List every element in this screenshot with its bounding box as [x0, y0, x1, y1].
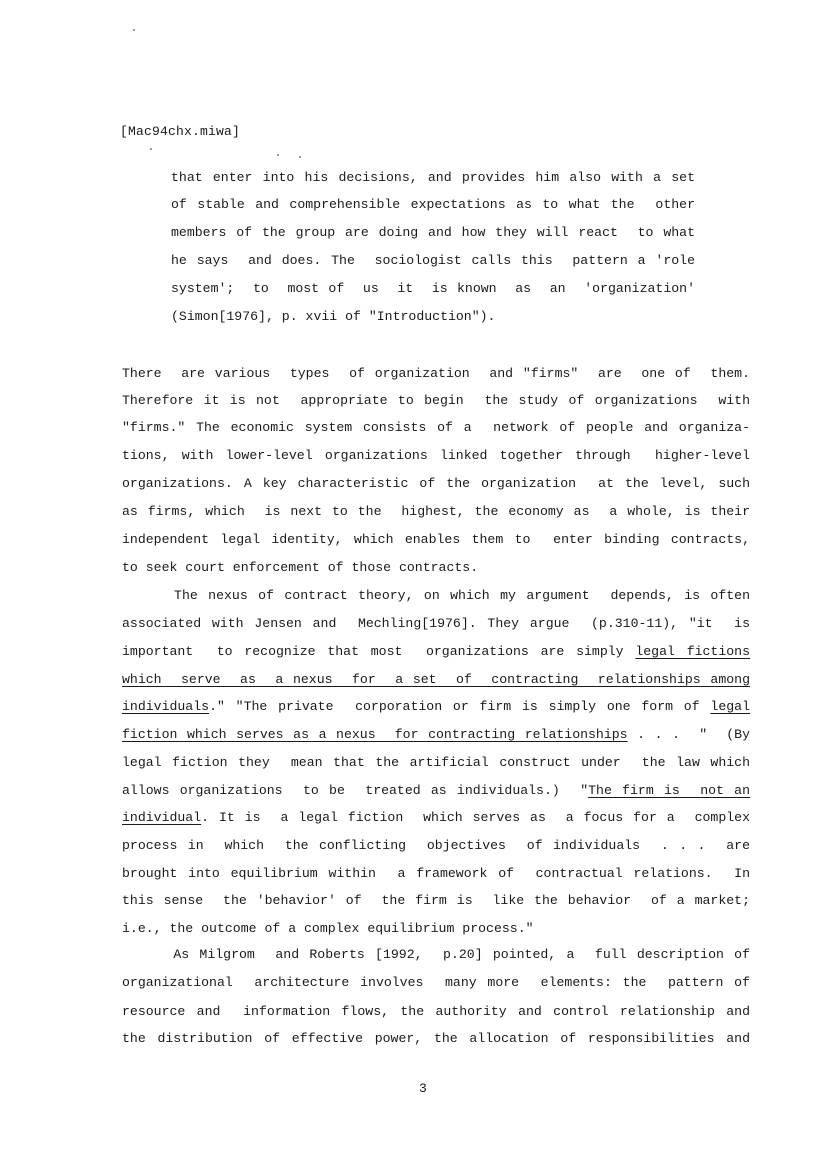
file-header: [Mac94chx.miwa]: [120, 124, 241, 139]
body-line: legal fiction they mean that the artificial construct under the law which: [122, 755, 750, 770]
body-line: this sense the 'behavior' of the firm is like the behavior of a market;: [122, 893, 750, 908]
underlined-phrase: The firm is not an: [588, 783, 750, 798]
body-line: which serve as a nexus for a set of contracting relationships among: [122, 672, 750, 687]
text-run: ." "The private corporation or firm is simply one form of: [209, 699, 711, 714]
quote-line: members of the group are doing and how they will react to what: [171, 225, 695, 240]
body-line: associated with Jensen and Mechling[1976]. They argue (p.310-11), "it is: [122, 616, 750, 631]
body-line: Therefore it is not appropriate to begin the study of organizations with: [122, 393, 750, 408]
body-line: [122, 810, 750, 826]
body-line: organizations. A key characteristic of the organization at the level, such: [122, 476, 750, 491]
quote-line: of stable and comprehensible expectations as to what the other: [171, 197, 695, 212]
body-line: as firms, which is next to the highest, the economy as a whole, is their: [122, 504, 750, 519]
quote-line: (Simon[1976], p. xvii of "Introduction").: [171, 309, 496, 324]
body-line: "firms." The economic system consists of a network of people and organiza-: [122, 420, 750, 435]
page-number: 3: [419, 1081, 427, 1096]
body-line: [122, 644, 750, 660]
body-line: As Milgrom and Roberts [1992, p.20] pointed, a full description of: [122, 947, 750, 962]
body-line: brought into equilibrium within a framework of contractual relations. In: [122, 866, 750, 881]
underlined-phrase: individual: [122, 810, 202, 825]
text-run: allows organizations to be treated as individuals.) ": [122, 783, 589, 798]
body-line: the distribution of effective power, the allocation of responsibilities and: [122, 1031, 750, 1046]
body-line: [122, 727, 750, 743]
underlined-phrase: fiction which serves as a nexus for contracting relationships: [122, 727, 628, 742]
scan-speck: [299, 156, 301, 158]
body-line: tions, with lower-level organizations linked together through higher-level: [122, 448, 750, 463]
scan-speck: [133, 29, 135, 31]
body-line: [122, 699, 750, 715]
scan-speck: [150, 148, 152, 150]
text-run: important to recognize that most organizations are simply: [122, 644, 636, 659]
body-line: process in which the conflicting objectives of individuals . . . are: [122, 838, 750, 853]
body-line: organizational architecture involves many more elements: the pattern of: [122, 975, 750, 990]
quote-line: system'; to most of us it is known as an 'organization': [171, 281, 695, 296]
body-line: There are various types of organization and "firms" are one of them.: [122, 366, 750, 381]
body-line: i.e., the outcome of a complex equilibrium process.": [122, 921, 534, 936]
body-line: resource and information flows, the authority and control relationship and: [122, 1004, 750, 1019]
body-line: [122, 783, 750, 799]
body-line: The nexus of contract theory, on which my argument depends, is often: [122, 588, 750, 603]
body-line: to seek court enforcement of those contracts.: [122, 560, 479, 575]
quote-line: he says and does. The sociologist calls this pattern a 'role: [171, 253, 695, 268]
underlined-phrase: individuals: [122, 699, 210, 714]
body-line: independent legal identity, which enables them to enter binding contracts,: [122, 532, 750, 547]
quote-line: that enter into his decisions, and provides him also with a set: [171, 170, 695, 185]
scan-speck: [277, 154, 279, 156]
text-run: . . . " (By: [627, 727, 751, 742]
text-run: . It is a legal fiction which serves as a focus for a complex: [201, 810, 750, 825]
underlined-phrase: legal fictions: [635, 644, 751, 659]
underlined-phrase: legal: [710, 699, 750, 714]
